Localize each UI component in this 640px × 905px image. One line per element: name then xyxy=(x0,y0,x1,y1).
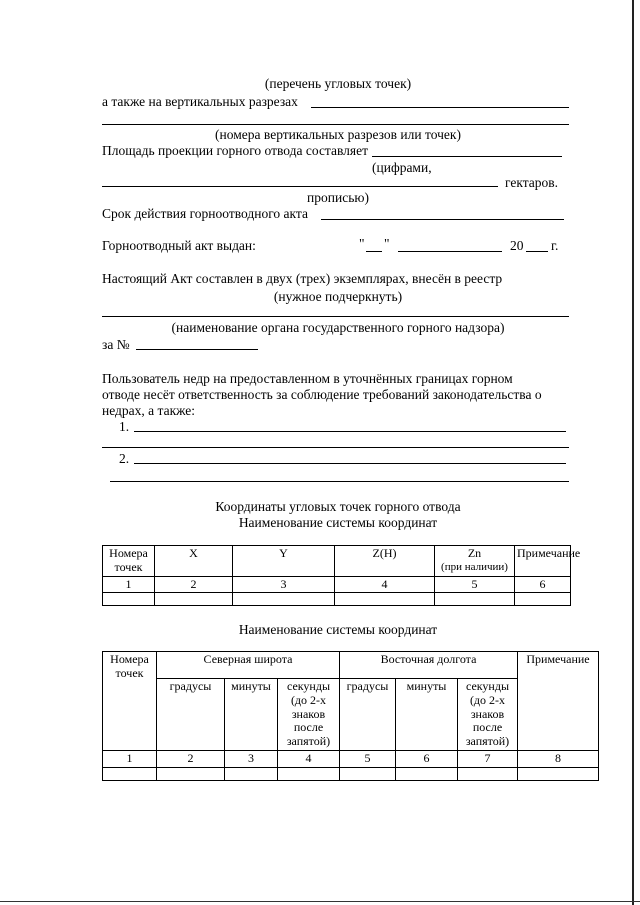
col-number: 8 xyxy=(518,750,599,767)
geo-coordinates-table xyxy=(102,651,599,781)
header-east-longitude: Восточная долгота xyxy=(340,652,518,679)
seconds-line: секунды xyxy=(465,679,510,693)
table-cell[interactable] xyxy=(103,593,155,606)
header-points-line2: точек xyxy=(115,665,144,680)
header-note: Примечание xyxy=(518,652,599,751)
header-zn-label: Zn xyxy=(467,546,482,560)
header-y: Y xyxy=(233,546,335,577)
table-cell[interactable] xyxy=(515,593,571,606)
number-label: за № xyxy=(102,337,130,352)
table-cell[interactable] xyxy=(435,593,515,606)
table-cell[interactable] xyxy=(518,767,599,780)
col-number: 1 xyxy=(103,750,157,767)
item-1-label: 1. xyxy=(119,419,130,434)
col-number: 2 xyxy=(155,576,233,593)
underline-hint: (нужное подчеркнуть) xyxy=(273,289,403,304)
date-quote-close: " xyxy=(384,236,390,251)
seconds-line: (до 2-х xyxy=(469,692,506,707)
vertical-sections-label: а также на вертикальных разрезах xyxy=(102,94,298,109)
table-cell[interactable] xyxy=(157,767,225,780)
number-field[interactable] xyxy=(136,349,258,350)
header-seconds xyxy=(278,679,340,751)
responsibility-line-1: Пользователь недр на предоставленном в уточнённых границах горном xyxy=(102,371,513,386)
header-minutes: минуты xyxy=(396,679,458,751)
area-words-field[interactable] xyxy=(102,186,498,187)
header-seconds xyxy=(458,679,518,751)
table-cell[interactable] xyxy=(458,767,518,780)
item-1-field[interactable] xyxy=(134,431,566,432)
header-degrees: градусы xyxy=(340,679,396,751)
year-prefix: 20 xyxy=(510,238,524,253)
vertical-sections-field-2[interactable] xyxy=(102,124,569,125)
col-number: 3 xyxy=(225,750,278,767)
area-digits-hint: (цифрами, xyxy=(372,160,432,175)
seconds-line: секунды xyxy=(286,679,331,693)
area-unit: гектаров. xyxy=(505,175,559,190)
date-year-field[interactable] xyxy=(526,251,548,252)
col-number: 5 xyxy=(340,750,396,767)
header-zn-note: (при наличии) xyxy=(441,560,508,573)
col-number: 4 xyxy=(335,576,435,593)
table-cell[interactable] xyxy=(103,767,157,780)
table-cell[interactable] xyxy=(155,593,233,606)
table-cell[interactable] xyxy=(233,593,335,606)
header-zh: Z(H) xyxy=(335,546,435,577)
area-label: Площадь проекции горного отвода составляет xyxy=(102,143,369,158)
scan-bottom-edge xyxy=(0,901,640,902)
seconds-line: после xyxy=(293,720,324,735)
seconds-line: запятой) xyxy=(465,734,510,749)
section1-title: Координаты угловых точек горного отвода xyxy=(215,499,461,514)
header-points xyxy=(103,546,155,577)
validity-label: Срок действия горноотводного акта xyxy=(102,206,308,221)
responsibility-line-2: отводе несёт ответственность за соблюдение требований законодательства о xyxy=(102,387,542,402)
table-cell[interactable] xyxy=(225,767,278,780)
issued-label: Горноотводный акт выдан: xyxy=(102,238,256,253)
section1-subtitle: Наименование системы координат xyxy=(238,515,438,530)
corner-points-hint: (перечень угловых точек) xyxy=(264,76,412,91)
col-number: 2 xyxy=(157,750,225,767)
item-2-label: 2. xyxy=(119,451,130,466)
col-number: 5 xyxy=(435,576,515,593)
authority-hint: (наименование органа государственного горного надзора) xyxy=(171,320,505,335)
item-2-field-2[interactable] xyxy=(110,481,569,482)
col-number: 6 xyxy=(515,576,571,593)
header-degrees: градусы xyxy=(157,679,225,751)
validity-field[interactable] xyxy=(321,219,564,220)
header-points-line1: Номера xyxy=(109,546,148,560)
copies-text: Настоящий Акт составлен в двух (трех) экземплярах, внесён в реестр xyxy=(102,271,503,286)
header-zn xyxy=(435,546,515,577)
col-number: 3 xyxy=(233,576,335,593)
header-x: X xyxy=(155,546,233,577)
year-suffix: г. xyxy=(551,238,559,253)
seconds-line: после xyxy=(472,720,503,735)
item-1-field-2[interactable] xyxy=(102,447,569,448)
authority-field[interactable] xyxy=(102,316,569,317)
table-cell[interactable] xyxy=(335,593,435,606)
date-month-field[interactable] xyxy=(398,251,502,252)
col-number: 1 xyxy=(103,576,155,593)
responsibility-line-3: недрах, а также: xyxy=(102,403,196,418)
header-note: Примечание xyxy=(515,546,571,577)
table-cell[interactable] xyxy=(340,767,396,780)
table-cell[interactable] xyxy=(396,767,458,780)
col-number: 4 xyxy=(278,750,340,767)
scan-edge xyxy=(632,0,634,905)
coordinates-table xyxy=(102,545,581,606)
seconds-line: (до 2-х xyxy=(290,692,327,707)
col-number: 7 xyxy=(458,750,518,767)
seconds-line: знаков xyxy=(470,706,505,721)
table-cell[interactable] xyxy=(278,767,340,780)
header-north-latitude: Северная широта xyxy=(157,652,340,679)
header-points-line1: Номера xyxy=(110,652,149,666)
section2-subtitle: Наименование системы координат xyxy=(238,622,438,637)
date-day-field[interactable] xyxy=(366,251,382,252)
item-2-field[interactable] xyxy=(134,463,566,464)
seconds-line: знаков xyxy=(291,706,326,721)
area-digits-field[interactable] xyxy=(372,156,562,157)
vertical-sections-hint: (номера вертикальных разрезов или точек) xyxy=(215,127,461,142)
date-quote-open: " xyxy=(359,236,365,251)
seconds-line: запятой) xyxy=(286,734,331,749)
header-minutes: минуты xyxy=(225,679,278,751)
header-points-line2: точек xyxy=(114,559,143,574)
col-number: 6 xyxy=(396,750,458,767)
header-points xyxy=(103,652,157,751)
vertical-sections-field[interactable] xyxy=(311,107,569,108)
area-words-hint: прописью) xyxy=(307,190,369,205)
